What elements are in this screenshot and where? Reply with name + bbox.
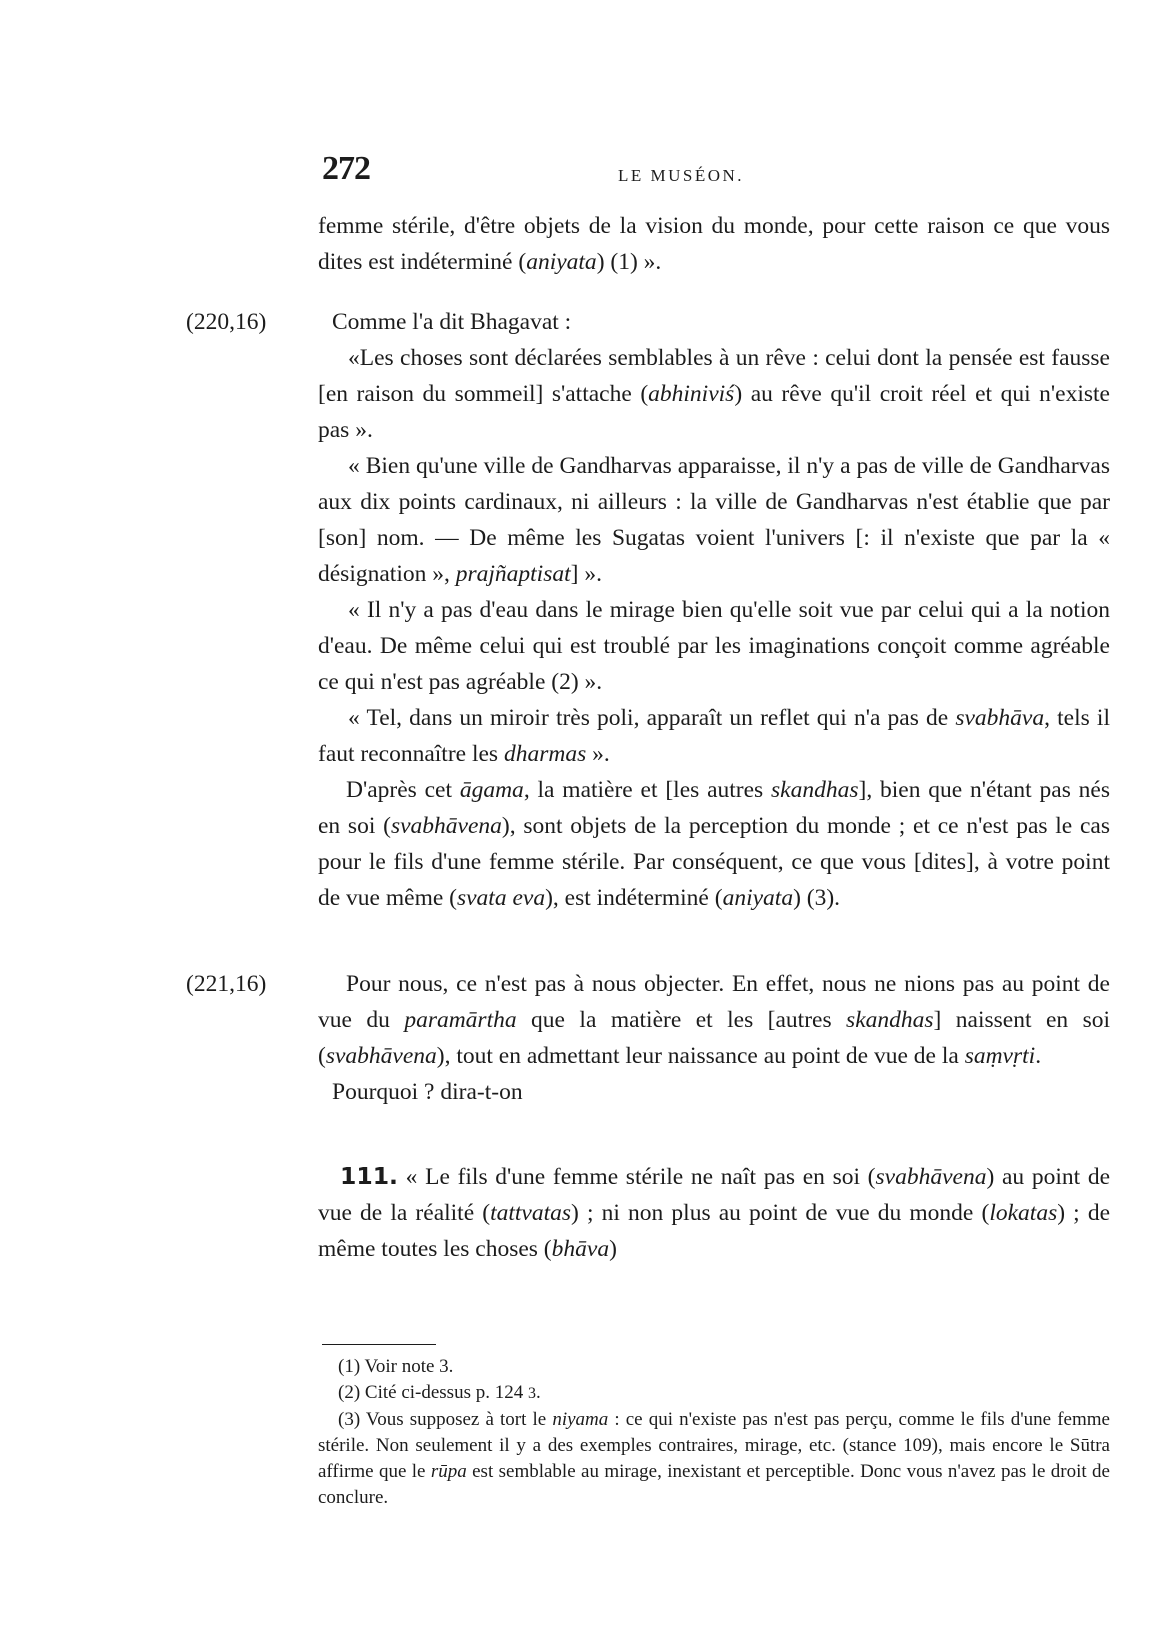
footnote-2: (2) Cité ci-dessus p. 124 3. xyxy=(338,1382,541,1403)
quote-mirage: « Il n'y a pas d'eau dans le mirage bien qu'elle soit vue par celui qui a la notion d'eau. De même celui qui est troublé par les imaginations conçoit comme agréable ce qui n'est pas agréable (2) ». xyxy=(318,597,1110,695)
running-head: LE MUSÉON. xyxy=(618,166,745,185)
paragraph-continuation: femme stérile, d'être objets de la vision du monde, pour cette raison ce que vous dites est indéterminé (aniyata) (1) ». xyxy=(318,213,1110,275)
quote-mirror: « Tel, dans un miroir très poli, apparaît un reflet qui n'a pas de svabhāva, tels il faut reconnaître les dharmas ». xyxy=(318,705,1110,767)
margin-reference-1: (220,16) xyxy=(186,309,267,335)
paragraph-question: Pourquoi ? dira-t-on xyxy=(332,1079,523,1105)
margin-reference-2: (221,16) xyxy=(186,971,267,997)
footnote-1: (1) Voir note 3. xyxy=(338,1356,454,1377)
main-text-block-2 xyxy=(318,304,1110,916)
main-text-block-1 xyxy=(318,208,1110,280)
quote-gandharvas: « Bien qu'une ville de Gandharvas apparaisse, il n'y a pas de ville de Gandharvas aux dix points cardinaux, ni ailleurs : la ville de Gandharvas n'est établie que par [son] nom. — De même les Sugatas voient l'univers [: il n'existe que par la « désignation », prajñaptisat] ». xyxy=(318,453,1110,587)
footnote-divider xyxy=(322,1344,436,1345)
page-number: 272 xyxy=(322,150,370,187)
paragraph-bhagavat: Comme l'a dit Bhagavat : xyxy=(332,309,572,335)
paragraph-objection: Pour nous, ce n'est pas à nous objecter. En effet, nous ne nions pas au point de vue du paramārtha que la matière et les [autres skandhas] naissent en soi (svabhāvena), tout en admettant leur naissance au point de vue de la saṃvṛti. xyxy=(318,971,1110,1069)
footnote-3: (3) Vous supposez à tort le niyama : ce qui n'existe pas n'est pas perçu, comme le fils d'une femme stérile. Non seulement il y a des exemples contraires, mirage, etc. (stance 109), mais encore le Sūtra affirme que le rūpa est semblable au mirage, inexistant et perceptible. Donc vous n'avez pas le droit de conclure. xyxy=(318,1409,1110,1508)
quote-dream: «Les choses sont déclarées semblables à un rêve : celui dont la pensée est fausse [en raison du sommeil] s'attache (abhiniviś) au rêve qu'il croit réel et qui n'existe pas ». xyxy=(318,345,1110,443)
stanza-111: 111. « Le fils d'une femme stérile ne naît pas en soi (svabhāvena) au point de vue de la réalité (tattvatas) ; ni non plus au point de vue du monde (lokatas) ; de même toutes les choses (bhāva) xyxy=(318,1162,1110,1262)
main-text-block-3 xyxy=(318,966,1110,1110)
stanza-number: 111. xyxy=(340,1162,398,1190)
main-text-block-4 xyxy=(318,1158,1110,1267)
footnotes xyxy=(318,1354,1110,1511)
paragraph-agama: D'après cet āgama, la matière et [les autres skandhas], bien que n'étant pas nés en soi (svabhāvena), sont objets de la perception du monde ; et ce n'est pas le cas pour le fils d'une femme stérile. Par conséquent, ce que vous [dites], à votre point de vue même (svata eva), est indéterminé (aniyata) (3). xyxy=(318,777,1110,911)
